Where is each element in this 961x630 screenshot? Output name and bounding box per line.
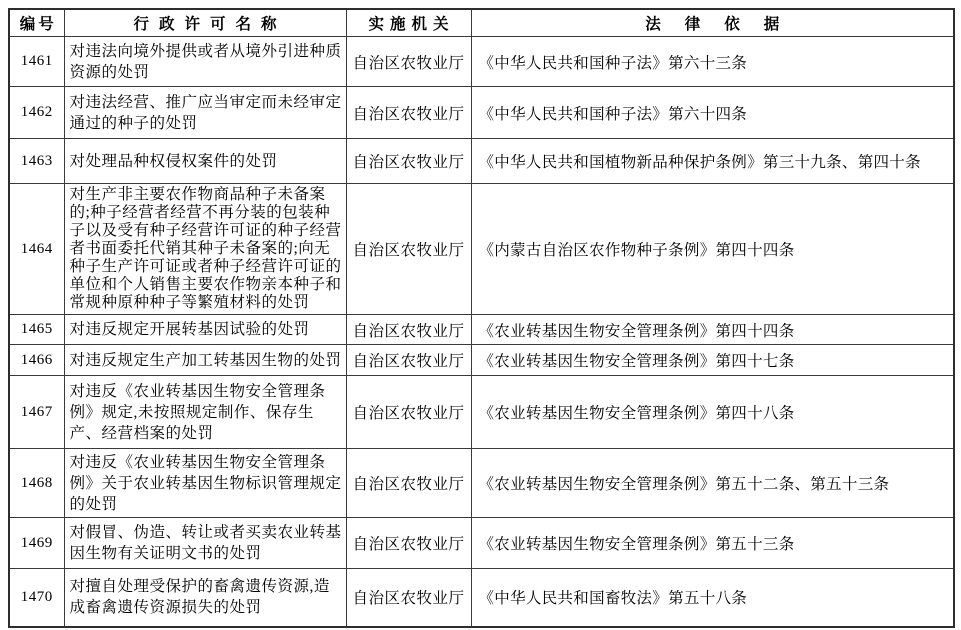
- row-agency-cell: 自治区农牧业厅: [346, 518, 471, 569]
- table-row: [9, 376, 954, 449]
- row-legal-cell: 《农业转基因生物安全管理条例》第四十七条: [471, 345, 954, 376]
- table-row: [9, 139, 954, 184]
- table-row: [9, 87, 954, 139]
- table-row: [9, 569, 954, 627]
- row-legal-cell: 《中华人民共和国畜牧法》第五十八条: [471, 569, 954, 627]
- row-id-cell: 1462: [9, 87, 64, 139]
- row-id-cell: 1470: [9, 569, 64, 627]
- row-name-cell: 对违反《农业转基因生物安全管理条例》关于农业转基因生物标识管理规定的处罚: [64, 449, 346, 518]
- row-name-cell: 对假冒、伪造、转让或者买卖农业转基因生物有关证明文书的处罚: [64, 518, 346, 569]
- col-header-name: 行政许可名称: [64, 9, 346, 37]
- row-legal-cell: 《农业转基因生物安全管理条例》第四十四条: [471, 315, 954, 345]
- row-legal-cell: 《中华人民共和国种子法》第六十四条: [471, 87, 954, 139]
- row-id-cell: 1463: [9, 139, 64, 184]
- row-name-cell: 对违法经营、推广应当审定而未经审定通过的种子的处罚: [64, 87, 346, 139]
- row-agency-cell: 自治区农牧业厅: [346, 449, 471, 518]
- row-name-cell: 对违反《农业转基因生物安全管理条例》规定,未按照规定制作、保存生产、经营档案的处罚: [64, 376, 346, 449]
- table-body: [9, 37, 954, 627]
- table-row: [9, 518, 954, 569]
- row-id-cell: 1469: [9, 518, 64, 569]
- row-id-cell: 1467: [9, 376, 64, 449]
- row-agency-cell: 自治区农牧业厅: [346, 345, 471, 376]
- row-name-cell: 对擅自处理受保护的畜禽遗传资源,造成畜禽遗传资源损失的处罚: [64, 569, 346, 627]
- row-name-cell: 对违反规定生产加工转基因生物的处罚: [64, 345, 346, 376]
- table-row: [9, 345, 954, 376]
- row-legal-cell: 《农业转基因生物安全管理条例》第五十二条、第五十三条: [471, 449, 954, 518]
- row-agency-cell: 自治区农牧业厅: [346, 139, 471, 184]
- table-row: [9, 184, 954, 315]
- row-name-cell: 对生产非主要农作物商品种子未备案的;种子经营者经营不再分装的包装种子以及受有种子经营许可证的种子经营者书面委托代销其种子未备案的;向无种子生产许可证或者种子经营许可证的单位和个人销售主要农作物亲本种子和常规种原种种子等繁殖材料的处罚: [64, 184, 346, 315]
- row-id-cell: 1465: [9, 315, 64, 345]
- row-id-cell: 1464: [9, 184, 64, 315]
- col-header-legal: 法律依据: [471, 9, 954, 37]
- row-name-cell: 对处理品种权侵权案件的处罚: [64, 139, 346, 184]
- row-id-cell: 1461: [9, 37, 64, 87]
- row-legal-cell: 《内蒙古自治区农作物种子条例》第四十四条: [471, 184, 954, 315]
- row-agency-cell: 自治区农牧业厅: [346, 569, 471, 627]
- table-row: [9, 315, 954, 345]
- permits-table: [8, 8, 955, 628]
- row-id-cell: 1468: [9, 449, 64, 518]
- row-agency-cell: 自治区农牧业厅: [346, 37, 471, 87]
- row-name-cell: 对违法向境外提供或者从境外引进种质资源的处罚: [64, 37, 346, 87]
- row-legal-cell: 《农业转基因生物安全管理条例》第五十三条: [471, 518, 954, 569]
- row-name-cell: 对违反规定开展转基因试验的处罚: [64, 315, 346, 345]
- col-header-agency: 实施机关: [346, 9, 471, 37]
- table-row: [9, 449, 954, 518]
- col-header-id: 编号: [9, 9, 64, 37]
- row-legal-cell: 《中华人民共和国种子法》第六十三条: [471, 37, 954, 87]
- table-row: [9, 37, 954, 87]
- table-header: [9, 9, 954, 37]
- row-legal-cell: 《中华人民共和国植物新品种保护条例》第三十九条、第四十条: [471, 139, 954, 184]
- row-agency-cell: 自治区农牧业厅: [346, 184, 471, 315]
- row-agency-cell: 自治区农牧业厅: [346, 315, 471, 345]
- row-agency-cell: 自治区农牧业厅: [346, 376, 471, 449]
- row-legal-cell: 《农业转基因生物安全管理条例》第四十八条: [471, 376, 954, 449]
- header-row: [9, 9, 954, 37]
- row-agency-cell: 自治区农牧业厅: [346, 87, 471, 139]
- row-id-cell: 1466: [9, 345, 64, 376]
